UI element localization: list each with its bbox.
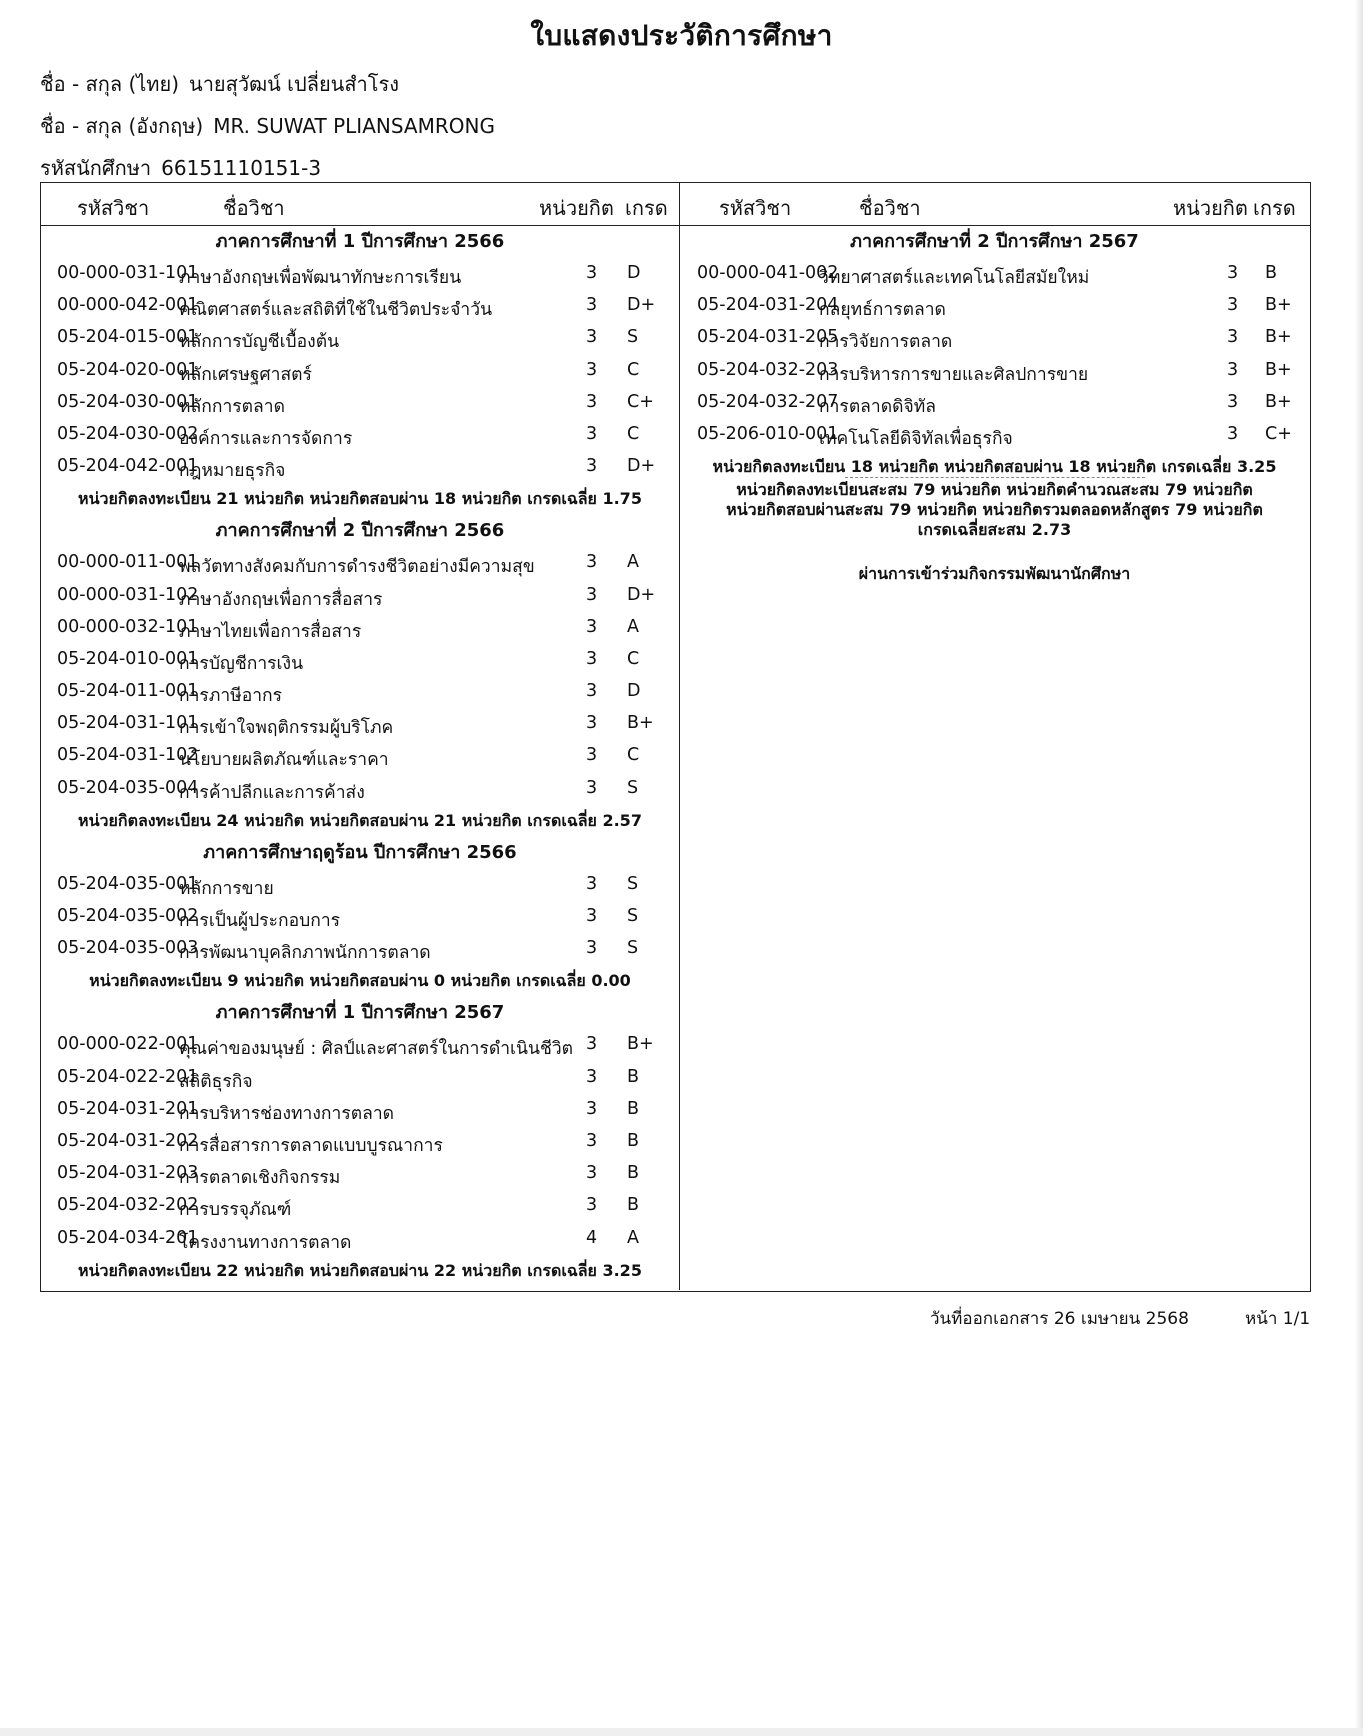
course-credit: 3 xyxy=(1227,263,1239,283)
course-credit: 3 xyxy=(586,873,598,894)
course-name: นโยบายผลิตภัณฑ์และราคา xyxy=(179,750,389,771)
term-summary: หน่วยกิตลงทะเบียน 22 หน่วยกิต หน่วยกิตสอบผ่าน 22 หน่วยกิต เกรดเฉลี่ย 3.25 xyxy=(78,1260,642,1280)
course-credit: 3 xyxy=(586,423,598,444)
right-column-header xyxy=(679,183,1310,226)
term-summary: หน่วยกิตลงทะเบียน 21 หน่วยกิต หน่วยกิตสอบผ่าน 18 หน่วยกิต เกรดเฉลี่ย 1.75 xyxy=(78,489,642,509)
course-credit: 3 xyxy=(1227,359,1239,380)
course-credit: 3 xyxy=(586,359,598,380)
course-credit: 4 xyxy=(586,1227,598,1248)
course-name: ภาษาอังกฤษเพื่อการสื่อสาร xyxy=(179,589,383,610)
course-credit: 3 xyxy=(586,1130,598,1151)
course-credit: 3 xyxy=(586,327,598,348)
course-name: สถิติธุรกิจ xyxy=(179,1071,253,1092)
course-grade: S xyxy=(627,873,639,894)
course-code: 05-204-022-201 xyxy=(57,1066,199,1087)
course-grade: A xyxy=(627,552,639,573)
course-code: 05-204-032-207 xyxy=(697,391,839,412)
course-name: การบัญชีการเงิน xyxy=(179,653,304,674)
course-grade: D+ xyxy=(627,584,656,605)
course-row xyxy=(41,773,679,805)
course-row xyxy=(41,612,679,644)
course-grade: C+ xyxy=(627,391,654,412)
student-id-value: 66151110151-3 xyxy=(161,156,322,180)
course-name: คณิตศาสตร์และสถิติที่ใช้ในชีวิตประจำวัน xyxy=(179,300,493,321)
course-row xyxy=(41,1094,679,1126)
course-credit: 3 xyxy=(586,1195,598,1216)
header-code: รหัสวิชา xyxy=(719,196,792,220)
course-row xyxy=(41,547,679,579)
course-code: 05-204-020-001 xyxy=(57,359,199,380)
course-credit: 3 xyxy=(586,906,598,926)
course-code: 05-204-031-202 xyxy=(57,1130,199,1151)
course-name: องค์การและการจัดการ xyxy=(179,428,353,449)
header-grade: เกรด xyxy=(625,196,668,220)
left-column-body xyxy=(41,226,679,1287)
course-name: กฎหมายธุรกิจ xyxy=(179,461,286,482)
course-row xyxy=(41,258,679,290)
course-grade: C xyxy=(627,745,640,766)
course-list xyxy=(679,258,1310,451)
course-row xyxy=(679,258,1310,290)
course-grade: B+ xyxy=(1265,391,1292,412)
course-credit: 3 xyxy=(586,1034,598,1055)
cumulative-line-2: หน่วยกิตสอบผ่านสะสม 79 หน่วยกิต หน่วยกิตรวมตลอดหลักสูตร 79 หน่วยกิต xyxy=(726,500,1263,520)
document-title: ใบแสดงประวัติการศึกษา xyxy=(530,19,833,52)
course-code: 00-000-041-002 xyxy=(697,263,839,283)
transcript-table xyxy=(40,182,1311,1292)
course-name: พลวัตทางสังคมกับการดำรงชีวิตอย่างมีความสุข xyxy=(179,557,535,578)
course-code: 00-000-032-101 xyxy=(57,616,199,637)
course-credit: 3 xyxy=(586,777,598,798)
course-row xyxy=(41,1158,679,1190)
course-credit: 3 xyxy=(1227,423,1239,444)
course-name: หลักเศรษฐศาสตร์ xyxy=(179,364,312,385)
course-code: 00-000-031-102 xyxy=(57,584,199,605)
course-credit: 3 xyxy=(586,295,598,316)
course-credit: 3 xyxy=(586,681,598,702)
course-grade: B xyxy=(627,1130,640,1151)
header-credit: หน่วยกิต xyxy=(539,196,614,220)
course-credit: 3 xyxy=(1227,391,1239,412)
course-grade: B+ xyxy=(627,713,654,734)
course-code: 05-204-011-001 xyxy=(57,681,199,702)
course-row xyxy=(41,355,679,387)
course-grade: B+ xyxy=(1265,359,1292,380)
course-credit: 3 xyxy=(586,552,598,573)
header-code: รหัสวิชา xyxy=(77,196,150,220)
course-row xyxy=(41,322,679,354)
course-grade: A xyxy=(627,1227,639,1248)
term-title: ภาคการศึกษาที่ 1 ปีการศึกษา 2566 xyxy=(215,231,505,252)
course-name: กลยุทธ์การตลาด xyxy=(819,300,946,321)
course-row xyxy=(41,933,679,965)
course-row xyxy=(679,290,1310,322)
course-credit: 3 xyxy=(586,391,598,412)
course-name: การเป็นผู้ประกอบการ xyxy=(179,911,341,931)
term-title: ภาคการศึกษาที่ 2 ปีการศึกษา 2566 xyxy=(215,520,505,542)
course-row xyxy=(41,419,679,451)
course-credit: 3 xyxy=(1227,327,1239,348)
issue-date: วันที่ออกเอกสาร 26 เมษายน 2568 xyxy=(930,1309,1189,1329)
course-code: 05-204-031-101 xyxy=(57,713,199,734)
course-credit: 3 xyxy=(586,584,598,605)
name-english-value: MR. SUWAT PLIANSAMRONG xyxy=(213,114,495,138)
course-grade: C xyxy=(627,648,640,669)
course-code: 05-204-015-001 xyxy=(57,327,199,348)
course-code: 05-204-031-201 xyxy=(57,1098,199,1119)
course-credit: 3 xyxy=(586,938,598,959)
course-grade: B+ xyxy=(627,1034,654,1055)
course-name: การบริหารช่องทางการตลาด xyxy=(179,1103,395,1124)
course-credit: 3 xyxy=(586,616,598,637)
course-grade: D+ xyxy=(627,456,656,477)
student-id-label: รหัสนักศึกษา xyxy=(40,156,152,180)
course-grade: C xyxy=(627,423,640,444)
term-summary: หน่วยกิตลงทะเบียน 24 หน่วยกิต หน่วยกิตสอบผ่าน 21 หน่วยกิต เกรดเฉลี่ย 2.57 xyxy=(78,810,642,830)
course-name: ภาษาไทยเพื่อการสื่อสาร xyxy=(179,621,362,642)
course-credit: 3 xyxy=(586,1098,598,1119)
course-row xyxy=(41,676,679,708)
course-grade: B xyxy=(1265,263,1278,283)
course-row xyxy=(41,290,679,322)
course-row xyxy=(41,451,679,483)
course-name: หลักการบัญชีเบื้องต้น xyxy=(179,332,340,353)
course-code: 05-204-035-004 xyxy=(57,777,199,798)
term-title: ภาคการศึกษาที่ 1 ปีการศึกษา 2567 xyxy=(215,1002,505,1024)
term-summary: หน่วยกิตลงทะเบียน 18 หน่วยกิต หน่วยกิตสอบผ่าน 18 หน่วยกิต เกรดเฉลี่ย 3.25 xyxy=(712,457,1277,477)
course-row xyxy=(679,355,1310,387)
course-credit: 3 xyxy=(586,713,598,734)
course-code: 05-204-042-001 xyxy=(57,456,199,477)
header-credit: หน่วยกิต xyxy=(1173,196,1248,220)
course-name: การเข้าใจพฤติกรรมผู้บริโภค xyxy=(179,718,394,739)
course-row xyxy=(41,1029,679,1061)
course-name: การวิจัยการตลาด xyxy=(819,332,953,353)
course-grade: C xyxy=(627,359,640,380)
course-code: 05-204-035-002 xyxy=(57,906,199,926)
course-name: การตลาดดิจิทัล xyxy=(819,396,936,417)
course-code: 05-204-032-202 xyxy=(57,1195,199,1216)
course-name: คุณค่าของมนุษย์ : ศิลป์และศาสตร์ในการดำเนินชีวิต xyxy=(179,1039,574,1060)
course-grade: B xyxy=(627,1098,640,1119)
name-thai-label: ชื่อ - สกุล (ไทย) xyxy=(40,72,180,96)
right-column-body xyxy=(679,226,1310,587)
course-grade: C+ xyxy=(1265,423,1292,444)
course-name: ภาษาอังกฤษเพื่อพัฒนาทักษะการเรียน xyxy=(179,268,462,288)
name-english-line xyxy=(40,110,495,142)
course-row xyxy=(679,322,1310,354)
course-name: วิทยาศาสตร์และเทคโนโลยีสมัยใหม่ xyxy=(819,268,1090,288)
course-grade: S xyxy=(627,777,639,798)
term-summary: หน่วยกิตลงทะเบียน 9 หน่วยกิต หน่วยกิตสอบผ่าน 0 หน่วยกิต เกรดเฉลี่ย 0.00 xyxy=(89,971,631,991)
course-name: การบริหารการขายและศิลปการขาย xyxy=(819,364,1089,385)
course-code: 05-204-034-201 xyxy=(57,1227,199,1248)
header-name: ชื่อวิชา xyxy=(223,196,285,220)
course-code: 05-204-035-003 xyxy=(57,938,199,959)
cumulative-gpa: เกรดเฉลี่ยสะสม 2.73 xyxy=(917,520,1072,540)
course-grade: S xyxy=(627,906,639,926)
course-code: 00-000-022-001 xyxy=(57,1034,199,1055)
course-row xyxy=(679,419,1310,451)
course-name: การพัฒนาบุคลิกภาพนักการตลาด xyxy=(179,943,431,964)
right-column xyxy=(679,183,1310,1290)
course-name: การตลาดเชิงกิจกรรม xyxy=(179,1168,341,1189)
course-credit: 3 xyxy=(586,648,598,669)
course-credit: 3 xyxy=(586,456,598,477)
course-row xyxy=(41,1062,679,1094)
name-english-label: ชื่อ - สกุล (อังกฤษ) xyxy=(40,114,204,138)
course-grade: B xyxy=(627,1066,640,1087)
course-row xyxy=(41,1223,679,1255)
left-column xyxy=(41,183,680,1290)
course-code: 05-204-031-204 xyxy=(697,295,839,316)
course-row xyxy=(41,387,679,419)
course-row xyxy=(41,1126,679,1158)
course-code: 05-204-035-001 xyxy=(57,873,199,894)
course-name: โครงงานทางการตลาด xyxy=(179,1232,352,1253)
course-code: 05-204-031-203 xyxy=(57,1163,199,1184)
course-code: 05-204-010-001 xyxy=(57,648,199,669)
course-name: เทคโนโลยีดิจิทัลเพื่อธุรกิจ xyxy=(819,428,1013,449)
course-code: 05-204-031-205 xyxy=(697,327,839,348)
course-grade: B xyxy=(627,1195,640,1216)
name-thai-line xyxy=(40,68,399,100)
course-code: 05-204-031-102 xyxy=(57,745,199,766)
course-code: 05-206-010-001 xyxy=(697,423,839,444)
course-row xyxy=(679,387,1310,419)
course-code: 00-000-042-001 xyxy=(57,295,199,316)
course-grade: D xyxy=(627,263,641,283)
course-code: 00-000-011-001 xyxy=(57,552,199,573)
page-number: หน้า 1/1 xyxy=(1245,1309,1311,1329)
term-title: ภาคการศึกษาที่ 2 ปีการศึกษา 2567 xyxy=(850,231,1139,252)
course-grade: S xyxy=(627,938,639,959)
course-credit: 3 xyxy=(586,1066,598,1087)
course-row xyxy=(41,1190,679,1222)
course-name: การบรรจุภัณฑ์ xyxy=(179,1200,292,1221)
course-grade: D+ xyxy=(627,295,656,316)
course-credit: 3 xyxy=(586,263,598,283)
cumulative-line-1: หน่วยกิตลงทะเบียนสะสม 79 หน่วยกิต หน่วยกิตคำนวณสะสม 79 หน่วยกิต xyxy=(736,480,1253,500)
cumulative-summary xyxy=(679,480,1310,540)
course-credit: 3 xyxy=(586,1163,598,1184)
course-code: 05-204-030-001 xyxy=(57,391,199,412)
course-row xyxy=(41,740,679,772)
course-credit: 3 xyxy=(1227,295,1239,316)
student-id-line xyxy=(40,152,321,184)
term-title: ภาคการศึกษาฤดูร้อน ปีการศึกษา 2566 xyxy=(203,841,517,863)
name-thai-value: นายสุวัฒน์ เปลี่ยนสำโรง xyxy=(189,72,400,96)
course-grade: D xyxy=(627,681,641,702)
header-grade: เกรด xyxy=(1253,196,1296,220)
course-row xyxy=(41,580,679,612)
header-name: ชื่อวิชา xyxy=(859,196,921,220)
course-name: การค้าปลีกและการค้าส่ง xyxy=(179,782,365,803)
page-edge-shadow xyxy=(1355,0,1363,1736)
course-row xyxy=(41,901,679,933)
course-credit: 3 xyxy=(586,745,598,766)
course-row xyxy=(41,869,679,901)
course-row xyxy=(41,644,679,676)
course-code: 00-000-031-101 xyxy=(57,263,199,283)
page-bottom-edge xyxy=(0,1728,1363,1736)
course-row xyxy=(41,708,679,740)
activity-status: ผ่านการเข้าร่วมกิจกรรมพัฒนานักศึกษา xyxy=(858,564,1131,584)
course-grade: B xyxy=(627,1163,640,1184)
course-name: การสื่อสารการตลาดแบบบูรณาการ xyxy=(179,1135,443,1156)
course-name: การภาษีอากร xyxy=(179,686,283,707)
course-grade: B+ xyxy=(1265,295,1292,316)
course-grade: A xyxy=(627,616,639,637)
left-column-header xyxy=(41,183,679,226)
course-code: 05-204-030-002 xyxy=(57,423,199,444)
course-name: หลักการขาย xyxy=(179,878,274,899)
course-name: หลักการตลาด xyxy=(179,396,285,417)
course-grade: S xyxy=(627,327,639,348)
course-grade: B+ xyxy=(1265,327,1292,348)
course-code: 05-204-032-203 xyxy=(697,359,839,380)
